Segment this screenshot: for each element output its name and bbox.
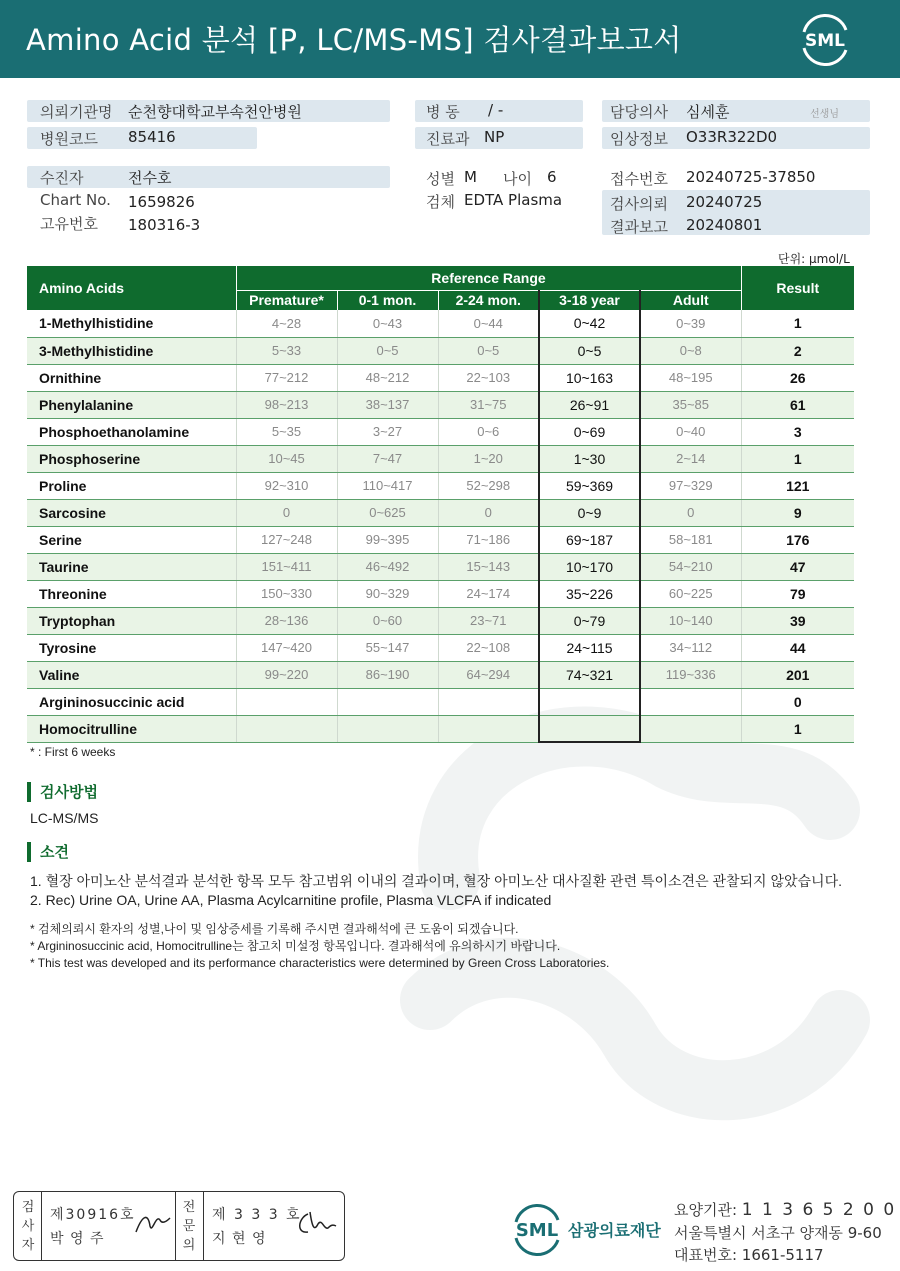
request-label: 검사의뢰: [610, 195, 668, 213]
footer-phone: 대표번호: 1661-5117: [674, 1246, 824, 1264]
table-row: [27, 580, 854, 607]
amino-acid-name: Taurine: [27, 553, 236, 580]
result-value: 1: [741, 445, 854, 472]
report-header: [0, 0, 900, 78]
amino-acid-name: Homocitrulline: [27, 715, 236, 742]
range-adult: 60~225: [640, 580, 741, 607]
uid-label: 고유번호: [40, 215, 98, 233]
range-2-24-mon: 22~103: [438, 364, 539, 391]
logo-text: SML: [805, 31, 845, 51]
col-adult: Adult: [640, 290, 741, 310]
finding-line-1: 1. 혈장 아미노산 분석결과 분석한 항목 모두 참고범위 이내의 결과이며, 혈장 아미노산 대사질환 관련 특이소견은 관찰되지 않았습니다.: [30, 873, 842, 889]
result-value: 44: [741, 634, 854, 661]
amino-acid-name: 3-Methylhistidine: [27, 337, 236, 364]
result-value: 3: [741, 418, 854, 445]
range-0-1-mon: 38~137: [337, 391, 438, 418]
range-2-24-mon: 71~186: [438, 526, 539, 553]
report-value: 20240801: [686, 216, 763, 234]
premature-range: 10~45: [236, 445, 337, 472]
amino-acid-name: Tyrosine: [27, 634, 236, 661]
amino-acid-name: Argininosuccinic acid: [27, 688, 236, 715]
range-0-1-mon: 7~47: [337, 445, 438, 472]
range-0-1-mon: 90~329: [337, 580, 438, 607]
range-2-24-mon: 0: [438, 499, 539, 526]
method-title: 검사방법: [27, 782, 98, 802]
range-2-24-mon: 64~294: [438, 661, 539, 688]
specimen-value: EDTA Plasma: [464, 191, 563, 209]
specialist-label: 전 문 의: [182, 1200, 196, 1253]
table-row: [27, 445, 854, 472]
ward-label: 병 동: [426, 103, 460, 121]
footer-sml-logo: [510, 1198, 566, 1258]
receipt-value: 20240725-37850: [686, 168, 816, 186]
col-2-24-mon: 2-24 mon.: [438, 290, 539, 310]
range-2-24-mon: [438, 715, 539, 742]
specialist-number: 제 3 3 3 호: [212, 1207, 302, 1223]
range-2-24-mon: 31~75: [438, 391, 539, 418]
range-adult: 97~329: [640, 472, 741, 499]
table-row: [27, 472, 854, 499]
amino-acid-name: Ornithine: [27, 364, 236, 391]
table-row: [27, 553, 854, 580]
finding-line-2: 2. Rec) Urine OA, Urine AA, Plasma Acylcarnitine profile, Plasma VLCFA if indicated: [30, 892, 552, 908]
range-0-1-mon: 0~5: [337, 337, 438, 364]
result-value: 61: [741, 391, 854, 418]
col-0-1-mon: 0-1 mon.: [337, 290, 438, 310]
range-0-1-mon: 0~60: [337, 607, 438, 634]
premature-range: 147~420: [236, 634, 337, 661]
dept-value: NP: [484, 128, 505, 146]
range-3-18-year: 1~30: [539, 445, 640, 472]
amino-acid-table: [27, 266, 854, 743]
range-adult: 0: [640, 499, 741, 526]
amino-acid-name: 1-Methylhistidine: [27, 310, 236, 337]
amino-acid-name: Tryptophan: [27, 607, 236, 634]
table-row: [27, 661, 854, 688]
tester-name: 박 영 주: [50, 1231, 105, 1247]
range-2-24-mon: 22~108: [438, 634, 539, 661]
result-value: 1: [741, 715, 854, 742]
signature-box: [13, 1191, 345, 1261]
table-row: [27, 715, 854, 742]
specimen-label: 검체: [426, 193, 455, 211]
dept-label: 진료과: [426, 130, 470, 148]
range-3-18-year: 0~9: [539, 499, 640, 526]
range-3-18-year: 74~321: [539, 661, 640, 688]
footnote: * : First 6 weeks: [30, 745, 116, 759]
institution-label: 의뢰기관명: [40, 103, 113, 121]
receipt-label: 접수번호: [610, 170, 668, 188]
amino-acid-name: Phenylalanine: [27, 391, 236, 418]
range-adult: 35~85: [640, 391, 741, 418]
age-label: 나이: [503, 170, 532, 188]
range-0-1-mon: 99~395: [337, 526, 438, 553]
range-adult: 0~8: [640, 337, 741, 364]
hospital-code-value: 85416: [128, 128, 176, 146]
result-value: 201: [741, 661, 854, 688]
amino-acid-name: Valine: [27, 661, 236, 688]
doctor-suffix: 선생님: [810, 109, 839, 120]
range-3-18-year: 0~69: [539, 418, 640, 445]
range-adult: 58~181: [640, 526, 741, 553]
result-value: 39: [741, 607, 854, 634]
ward-value: / -: [488, 101, 504, 119]
note-3: * This test was developed and its performance characteristics were determined by Green Cross Laboratories.: [30, 956, 610, 970]
range-adult: [640, 715, 741, 742]
premature-range: [236, 715, 337, 742]
range-0-1-mon: [337, 715, 438, 742]
result-value: 26: [741, 364, 854, 391]
result-value: 1: [741, 310, 854, 337]
range-0-1-mon: 0~43: [337, 310, 438, 337]
premature-range: 92~310: [236, 472, 337, 499]
range-adult: 2~14: [640, 445, 741, 472]
range-3-18-year: 59~369: [539, 472, 640, 499]
col-reference-range: Reference Range: [236, 266, 741, 290]
result-value: 47: [741, 553, 854, 580]
specialist-name: 지 현 영: [212, 1231, 267, 1247]
tester-label: 검 사 자: [21, 1200, 35, 1253]
range-2-24-mon: 1~20: [438, 445, 539, 472]
premature-range: 0: [236, 499, 337, 526]
table-row: [27, 337, 854, 364]
method-text: LC-MS/MS: [30, 810, 99, 826]
tester-number: 제30916호: [50, 1207, 136, 1223]
footer-org-name: 삼광의료재단: [568, 1221, 661, 1240]
result-value: 121: [741, 472, 854, 499]
range-2-24-mon: 24~174: [438, 580, 539, 607]
table-row: [27, 391, 854, 418]
report-title: Amino Acid 분석 [P, LC/MS-MS] 검사결과보고서: [26, 23, 682, 57]
amino-acid-name: Phosphoethanolamine: [27, 418, 236, 445]
patient-label: 수진자: [40, 169, 84, 187]
premature-range: 151~411: [236, 553, 337, 580]
range-3-18-year: 69~187: [539, 526, 640, 553]
range-2-24-mon: [438, 688, 539, 715]
result-value: 79: [741, 580, 854, 607]
premature-range: 5~35: [236, 418, 337, 445]
footer-logo-text: SML: [515, 1220, 559, 1241]
range-0-1-mon: 0~625: [337, 499, 438, 526]
range-3-18-year: 35~226: [539, 580, 640, 607]
unit-label: 단위: μmol/L: [778, 252, 850, 266]
premature-range: 28~136: [236, 607, 337, 634]
table-row: [27, 364, 854, 391]
range-adult: 10~140: [640, 607, 741, 634]
range-3-18-year: 26~91: [539, 391, 640, 418]
tester-signature: [132, 1206, 172, 1240]
request-value: 20240725: [686, 193, 763, 211]
sml-logo: [796, 12, 854, 66]
chart-label: Chart No.: [40, 191, 111, 209]
range-3-18-year: 0~42: [539, 310, 640, 337]
clinical-value: O33R322D0: [686, 128, 778, 146]
footer-address: 서울특별시 서초구 양재동 9-60: [674, 1224, 882, 1242]
range-adult: 0~40: [640, 418, 741, 445]
doctor-value: 심세훈: [686, 103, 730, 121]
premature-range: 77~212: [236, 364, 337, 391]
range-0-1-mon: 110~417: [337, 472, 438, 499]
range-3-18-year: 10~170: [539, 553, 640, 580]
premature-range: [236, 688, 337, 715]
result-value: 2: [741, 337, 854, 364]
range-3-18-year: 0~79: [539, 607, 640, 634]
sex-label: 성별: [426, 170, 455, 188]
result-value: 0: [741, 688, 854, 715]
range-2-24-mon: 15~143: [438, 553, 539, 580]
premature-range: 127~248: [236, 526, 337, 553]
doctor-label: 담당의사: [610, 103, 668, 121]
range-0-1-mon: 48~212: [337, 364, 438, 391]
range-3-18-year: [539, 715, 640, 742]
range-3-18-year: [539, 688, 640, 715]
amino-acid-name: Proline: [27, 472, 236, 499]
findings-title: 소견: [27, 842, 69, 862]
range-2-24-mon: 52~298: [438, 472, 539, 499]
note-2: * Argininosuccinic acid, Homocitrulline는 참고치 미설정 항목입니다. 결과해석에 유의하시기 바랍니다.: [30, 939, 561, 953]
clinical-label: 임상정보: [610, 130, 668, 148]
sex-value: M: [464, 168, 477, 186]
range-adult: 54~210: [640, 553, 741, 580]
institution-value: 순천향대학교부속천안병원: [128, 103, 302, 121]
range-0-1-mon: [337, 688, 438, 715]
amino-acid-name: Serine: [27, 526, 236, 553]
range-adult: 34~112: [640, 634, 741, 661]
premature-range: 5~33: [236, 337, 337, 364]
table-row: [27, 634, 854, 661]
col-amino-acids: Amino Acids: [27, 266, 236, 310]
uid-value: 180316-3: [128, 216, 201, 234]
table-row: [27, 499, 854, 526]
amino-acid-name: Threonine: [27, 580, 236, 607]
table-row: [27, 526, 854, 553]
premature-range: 98~213: [236, 391, 337, 418]
range-3-18-year: 10~163: [539, 364, 640, 391]
col-3-18-year: 3-18 year: [539, 290, 640, 310]
premature-range: 150~330: [236, 580, 337, 607]
range-0-1-mon: 86~190: [337, 661, 438, 688]
amino-acid-name: Phosphoserine: [27, 445, 236, 472]
table-row: [27, 310, 854, 337]
premature-range: 4~28: [236, 310, 337, 337]
range-0-1-mon: 3~27: [337, 418, 438, 445]
table-row: [27, 418, 854, 445]
amino-acid-name: Sarcosine: [27, 499, 236, 526]
note-1: * 검체의뢰시 환자의 성별,나이 및 임상증세를 기록해 주시면 결과해석에 큰 도움이 되겠습니다.: [30, 922, 519, 936]
range-0-1-mon: 46~492: [337, 553, 438, 580]
range-0-1-mon: 55~147: [337, 634, 438, 661]
patient-value: 전수호: [128, 169, 172, 187]
footer-inst: 요양기관: 1 1 3 6 5 2 0 0: [674, 1200, 897, 1220]
col-premature: Premature*: [236, 290, 337, 310]
chart-value: 1659826: [128, 193, 195, 211]
range-2-24-mon: 23~71: [438, 607, 539, 634]
table-row: [27, 607, 854, 634]
hospital-code-label: 병원코드: [40, 130, 98, 148]
result-value: 176: [741, 526, 854, 553]
range-3-18-year: 0~5: [539, 337, 640, 364]
range-adult: 0~39: [640, 310, 741, 337]
result-value: 9: [741, 499, 854, 526]
range-2-24-mon: 0~44: [438, 310, 539, 337]
age-value: 6: [547, 168, 557, 186]
premature-range: 99~220: [236, 661, 337, 688]
range-adult: 119~336: [640, 661, 741, 688]
range-2-24-mon: 0~6: [438, 418, 539, 445]
range-adult: 48~195: [640, 364, 741, 391]
report-label: 결과보고: [610, 218, 668, 236]
table-row: [27, 688, 854, 715]
range-adult: [640, 688, 741, 715]
range-2-24-mon: 0~5: [438, 337, 539, 364]
range-3-18-year: 24~115: [539, 634, 640, 661]
specialist-signature: [294, 1206, 338, 1240]
col-result: Result: [741, 266, 854, 310]
